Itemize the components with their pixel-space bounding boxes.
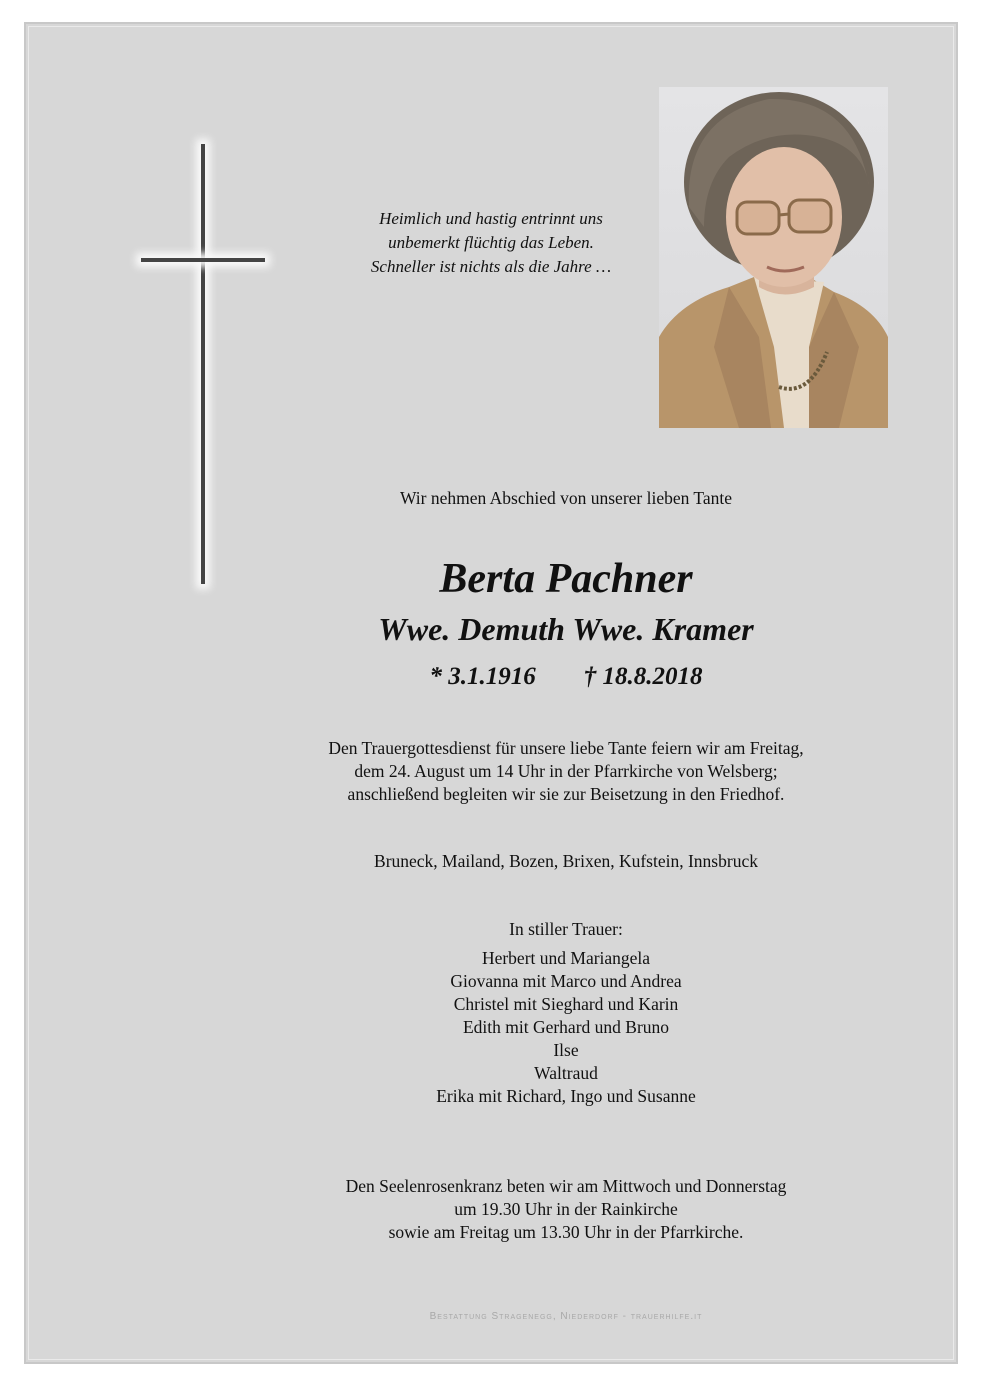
mourners-list (266, 947, 866, 1108)
mourner-entry: Herbert und Mariangela (481, 948, 651, 968)
mourner-entry: Ilse (553, 1040, 579, 1060)
funeral-service-text (266, 737, 866, 806)
mourner-entry: Erika mit Richard, Ingo und Susanne (436, 1086, 696, 1106)
mourner-entry: Giovanna mit Marco und Andrea (450, 971, 682, 991)
intro-text: Wir nehmen Abschied von unserer lieben Tante (399, 488, 733, 508)
rosary-text (266, 1175, 866, 1244)
deceased-name: Berta Pachner (439, 556, 693, 602)
mourner-entry: Edith mit Gerhard und Bruno (462, 1017, 670, 1037)
portrait-photo (659, 87, 888, 428)
rosary-line: Den Seelenrosenkranz beten wir am Mittwoch und Donnerstag (345, 1176, 787, 1196)
service-line: dem 24. August um 14 Uhr in der Pfarrkirche von Welsberg; (354, 761, 778, 781)
poem-line: unbemerkt flüchtig das Leben. (388, 233, 594, 252)
poem (331, 207, 651, 279)
birth-date: * 3.1.1916 (429, 663, 536, 690)
deceased-subname: Wwe. Demuth Wwe. Kramer (378, 611, 754, 647)
rosary-line: um 19.30 Uhr in der Rainkirche (454, 1199, 678, 1219)
service-line: anschließend begleiten wir sie zur Beisetzung in den Friedhof. (347, 784, 785, 804)
cross-icon (121, 144, 261, 604)
mourner-entry: Waltraud (534, 1063, 598, 1083)
service-line: Den Trauergottesdienst für unsere liebe Tante feiern wir am Freitag, (328, 738, 804, 758)
obituary-card (24, 22, 958, 1364)
mourner-entry: Christel mit Sieghard und Karin (453, 994, 679, 1014)
rosary-line: sowie am Freitag um 13.30 Uhr in der Pfarrkirche. (388, 1222, 744, 1242)
poem-line: Schneller ist nichts als die Jahre … (370, 257, 612, 276)
footer-credit: Bestattung Stragenegg, Niederdorf - trauerhilfe.it (429, 1311, 703, 1322)
places-text: Bruneck, Mailand, Bozen, Brixen, Kufstein, Innsbruck (374, 851, 758, 871)
life-dates (266, 661, 866, 693)
death-date: † 18.8.2018 (583, 663, 703, 690)
mourners-heading: In stiller Trauer: (509, 919, 623, 939)
poem-line: Heimlich und hastig entrinnt uns (379, 209, 603, 228)
